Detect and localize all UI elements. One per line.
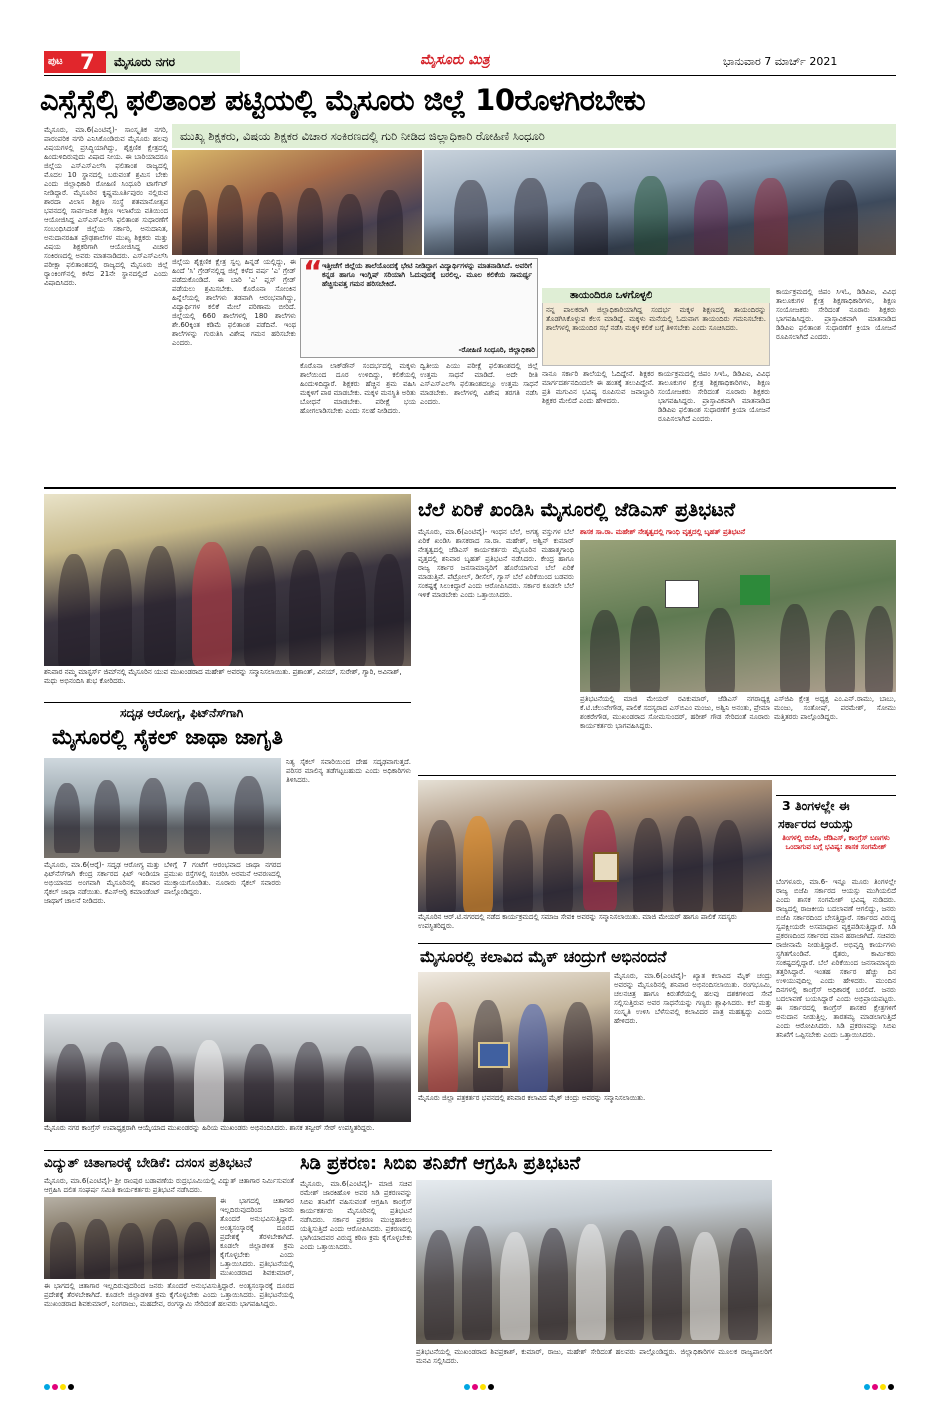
mothers-box-title: ತಾಯಂದಿರೂ ಒಳಗೊಳ್ಳಲಿ [570,290,653,301]
cycle-top-rule [44,702,411,703]
lead-column-7: ಕಾರ್ಯಕ್ರಮದಲ್ಲಿ ಜಿಪಂ ಸಿಇಓ, ಡಿಡಿಪಿಐ, ವಿವಿಧ ತಾಲೂಕುಗಳ ಕ್ಷೇತ್ರ ಶಿಕ್ಷಣಾಧಿಕಾರಿಗಳು, ಶಿಕ್ಷಣ ಸಂಯೋಜಕರು ಸೇರಿದಂತೆ ನೂರಾರು ಶಿಕ್ಷಕರು ಭಾಗವಹಿಸಿದ್ದರು. ಪ್ರಾಸ್ತಾವಿಕವಾಗಿ ಮಾತನಾಡಿದ ಡಿಡಿಪಿಐ ಫಲಿತಾಂಶ ಸುಧಾರಣೆಗೆ ಕ್ರಿಯಾ ಯೋಜನೆ ರೂಪಿಸಲಾಗಿದೆ ಎಂದರು. [776,288,896,341]
jds-text-1: ಮೈಸೂರು, ಮಾ.6(ಎಂಟಿವೈ)- ಇಂಧನ ಬೆಲೆ, ಅಗತ್ಯ ವಸ್ತುಗಳ ಬೆಲೆ ಏರಿಕೆ ಖಂಡಿಸಿ ಶಾಸಕರಾದ ಸಾ.ರಾ. ಮಹೇಶ್, ಅಶ್ವಿನ್ ಕುಮಾರ್ ನೇತೃತ್ವದಲ್ಲಿ ಜೆಡಿಎಸ್ ಕಾರ್ಯಕರ್ತರು ಮೈಸೂರಿನ ಮಹಾತ್ಮಗಾಂಧಿ ವೃತ್ತದಲ್ಲಿ ಶನಿವಾರ ಬೃಹತ್ ಪ್ರತಿಭಟನೆ ನಡೆಸಿದರು. ಕೇಂದ್ರ ಹಾಗೂ ರಾಜ್ಯ ಸರ್ಕಾರ ಜನಸಾಮಾನ್ಯರಿಗೆ ಹೊರೆಯಾಗುವ ಬೆಲೆ ಏರಿಕೆ ಮಾಡುತ್ತಿವೆ. ಪೆಟ್ರೋಲ್, ಡೀಸೆಲ್, ಗ್ಯಾಸ್ ಬೆಲೆ ಏರಿಕೆಯಿಂದ ಬಡವರು ಸಂಕಷ್ಟಕ್ಕೆ ಸಿಲುಕಿದ್ದಾರೆ ಎಂದು ಆರೋಪಿಸಿದರು. ಸರ್ಕಾರ ಕೂಡಲೇ ಬೆಲೆ ಇಳಿಕೆ ಮಾಡಬೇಕು ಎಂದು ಒತ್ತಾಯಿಸಿದರು. [418,528,574,599]
page-label: ಪುಟ [48,56,63,67]
section-name: ಮೈಸೂರು ನಗರ [114,55,176,69]
registration-marks [44,1382,896,1392]
cycle-photo [44,758,281,858]
artist-photo-caption: ಮೈಸೂರು ಜಿಲ್ಲಾ ಪತ್ರಕರ್ತರ ಭವನದಲ್ಲಿ ಶನಿವಾರ ಕಲಾವಿದ ಮೈಕ್ ಚಂದ್ರು ಅವರನ್ನು ಸನ್ಮಾನಿಸಲಾಯಿತು. [418,1094,646,1102]
quote-text: ಇತ್ತೀಚೆಗೆ ಜಿಲ್ಲೆಯ ಶಾಲೆಯೊಂದಕ್ಕೆ ಭೇಟಿ ನೀಡಿದ್ದಾಗ ವಿದ್ಯಾರ್ಥಿಗಳನ್ನು ಮಾತನಾಡಿಸಿದೆ. ಅವರಿಗೆ ಕನ್ನಡ ಹಾಗೂ ಇಂಗ್ಲಿಷ್ ಸರಿಯಾಗಿ ಓದುವುದಕ್ಕೆ ಬರಲಿಲ್ಲ. ಮೂಲ ಕಲಿಕೆಯ ಸಾಮರ್ಥ್ಯ ಹೆಚ್ಚಿಸುವತ್ತ ಗಮನ ಹರಿಸಬೇಕಿದೆ. [322,262,532,288]
lead-bottom-rule [44,487,896,489]
lead-photo-audience [172,150,422,255]
lead-column-6: ಕಾರ್ಯಕ್ರಮದಲ್ಲಿ ಜಿಪಂ ಸಿಇಓ, ಡಿಡಿಪಿಐ, ವಿವಿಧ ತಾಲೂಕುಗಳ ಕ್ಷೇತ್ರ ಶಿಕ್ಷಣಾಧಿಕಾರಿಗಳು, ಶಿಕ್ಷಣ ಸಂಯೋಜಕರು ಸೇರಿದಂತೆ ನೂರಾರು ಶಿಕ್ಷಕರು ಭಾಗವಹಿಸಿದ್ದರು. ಪ್ರಾಸ್ತಾವಿಕವಾಗಿ ಮಾತನಾಡಿದ ಡಿಡಿಪಿಐ ಫಲಿತಾಂಶ ಸುಧಾರಣೆಗೆ ಕ್ರಿಯಾ ಯೋಜನೆ ರೂಪಿಸಲಾಗಿದೆ ಎಂದರು. [658,370,770,423]
lead-photo-stage [424,150,896,255]
lead-column-5: ನಾನೂ ಸರ್ಕಾರಿ ಶಾಲೆಯಲ್ಲಿ ಓದಿದ್ದೇನೆ. ಶಿಕ್ಷಕರ ಮಾರ್ಗದರ್ಶನದಿಂದಲೇ ಈ ಹಂತಕ್ಕೆ ತಲುಪಿದ್ದೇನೆ. ಪ್ರತಿ ಮಗುವಿನ ಭವಿಷ್ಯ ರೂಪಿಸುವ ಜವಾಬ್ದಾರಿ ಶಿಕ್ಷಕರ ಮೇಲಿದೆ ಎಂದು ಹೇಳಿದರು. [542,370,654,405]
jds-photo [580,540,896,692]
cd-text: ಮೈಸೂರು, ಮಾ.6(ಎಂಟಿವೈ)- ಮಾಜಿ ಸಚಿವ ರಮೇಶ್ ಜಾರಕಿಹೊಳಿ ಅವರ ಸಿಡಿ ಪ್ರಕರಣವನ್ನು ಸಿಬಿಐ ತನಿಖೆಗೆ ವಹಿಸುವಂತೆ ಆಗ್ರಹಿಸಿ ಕಾಂಗ್ರೆಸ್ ಕಾರ್ಯಕರ್ತರು ಮೈಸೂರಿನಲ್ಲಿ ಪ್ರತಿಭಟನೆ ನಡೆಸಿದರು. ಸರ್ಕಾರ ಪ್ರಕರಣ ಮುಚ್ಚಿಹಾಕಲು ಯತ್ನಿಸುತ್ತಿದೆ ಎಂದು ಆರೋಪಿಸಿದರು. ಪ್ರಕರಣದಲ್ಲಿ ಭಾಗಿಯಾದವರ ವಿರುದ್ಧ ಕಠಿಣ ಕ್ರಮ ಕೈಗೊಳ್ಳಬೇಕು ಎಂದು ಒತ್ತಾಯಿಸಿದರು. [300,1180,412,1251]
side-headline-1: 3 ತಿಂಗಳಲ್ಲೇ ಈ [782,798,850,813]
felicitation-caption: ಮೈಸೂರಿನ ಆರ್.ಟಿ.ನಗರದಲ್ಲಿ ನಡೆದ ಕಾರ್ಯಕ್ರಮದಲ್ಲಿ ಸಮಾಜ ಸೇವಕಿ ಅವರನ್ನು ಸನ್ಮಾನಿಸಲಾಯಿತು. ಮಾಜಿ ಮೇಯರ್ ಹಾಗೂ ಪಾಲಿಕೆ ಸದಸ್ಯರು ಉಪಸ್ಥಿತರಿದ್ದರು. [418,913,737,930]
jds-text-2: ಪ್ರತಿಭಟನೆಯಲ್ಲಿ ಮಾಜಿ ಮೇಯರ್ ರವಿಕುಮಾರ್, ಜೆಡಿಎಸ್ ನಗರಾಧ್ಯಕ್ಷ ಕೆ.ಟಿ.ಚೆಲುವೇಗೌಡ, ಪಾಲಿಕೆ ಸದಸ್ಯರಾದ ಎಸ್‍ಬಿಎಂ ಮಂಜು, ಅಶ್ವಿನಿ ಅನಂತು, ಪ್ರೇಮಾ ಶಂಕರೇಗೌಡ, ಮುಖಂಡರಾದ ಸೋಮಸುಂದರ್, ಹರೀಶ್ ಗೌಡ ಸೇರಿದಂತೆ ನೂರಾರು ಕಾರ್ಯಕರ್ತರು ಭಾಗವಹಿಸಿದ್ದರು. [580,695,770,730]
cd-text-2: ಪ್ರತಿಭಟನೆಯಲ್ಲಿ ಮುಖಂಡರಾದ ಶಿವಪ್ರಕಾಶ್, ಕುಮಾರ್, ರಾಜು, ಮಹೇಶ್ ಸೇರಿದಂತೆ ಹಲವರು ಪಾಲ್ಗೊಂಡಿದ್ದರು. ಜಿಲ್ಲಾಧಿಕಾರಿಗಳ ಮೂಲಕ ರಾಜ್ಯಪಾಲರಿಗೆ ಮನವಿ ಸಲ್ಲಿಸಿದರು. [416,1348,772,1365]
jds-headline: ಬೆಲೆ ಏರಿಕೆ ಖಂಡಿಸಿ ಮೈಸೂರಲ್ಲಿ ಜೆಡಿಎಸ್ ಪ್ರತಿಭಟನೆ [418,499,735,521]
side-text: ಬೆಂಗಳೂರು, ಮಾ.6- ಇನ್ನೂ ಮೂರು ತಿಂಗಳಲ್ಲೇ ರಾಜ್ಯ ಬಿಜೆಪಿ ಸರ್ಕಾರದ ಆಯಸ್ಸು ಮುಗಿಯಲಿದೆ ಎಂದು ಶಾಸಕ ಸಂಗಮೇಶ್ ಭವಿಷ್ಯ ನುಡಿದರು. ರಾಜ್ಯದಲ್ಲಿ ರಾಜಕೀಯ ಬದಲಾವಣೆ ಆಗಲಿದ್ದು, ಜನರು ಬಿಜೆಪಿ ಸರ್ಕಾರದಿಂದ ಬೇಸತ್ತಿದ್ದಾರೆ. ಸರ್ಕಾರದ ವಿರುದ್ಧ ಸ್ವಪಕ್ಷೀಯರೇ ಅಸಮಾಧಾನ ವ್ಯಕ್ತಪಡಿಸುತ್ತಿದ್ದಾರೆ. ಸಿಡಿ ಪ್ರಕರಣದಿಂದ ಸರ್ಕಾರದ ಮಾನ ಹರಾಜಾಗಿದೆ. ಸಚಿವರು ರಾಜೀನಾಮೆ ನೀಡುತ್ತಿದ್ದಾರೆ. ಅಭಿವೃದ್ಧಿ ಕಾರ್ಯಗಳು ಸ್ಥಗಿತಗೊಂಡಿವೆ. ರೈತರು, ಕಾರ್ಮಿಕರು ಸಂಕಷ್ಟದಲ್ಲಿದ್ದಾರೆ. ಬೆಲೆ ಏರಿಕೆಯಿಂದ ಜನಸಾಮಾನ್ಯರು ತತ್ತರಿಸಿದ್ದಾರೆ. ಇಂತಹ ಸರ್ಕಾರ ಹೆಚ್ಚು ದಿನ ಉಳಿಯುವುದಿಲ್ಲ ಎಂದು ಹೇಳಿದರು. ಮುಂದಿನ ದಿನಗಳಲ್ಲಿ ಕಾಂಗ್ರೆಸ್ ಅಧಿಕಾರಕ್ಕೆ ಬರಲಿದೆ. ಜನರು ಬದಲಾವಣೆ ಬಯಸಿದ್ದಾರೆ ಎಂದು ಅಭಿಪ್ರಾಯಪಟ್ಟರು. ಈ ಸರ್ಕಾರದಲ್ಲಿ ಕಾಂಗ್ರೆಸ್ ಶಾಸಕರ ಕ್ಷೇತ್ರಗಳಿಗೆ ಅನುದಾನ ನೀಡುತ್ತಿಲ್ಲ. ತಾರತಮ್ಯ ಮಾಡಲಾಗುತ್ತಿದೆ ಎಂದು ಆರೋಪಿಸಿದರು. ಸಿಡಿ ಪ್ರಕರಣವನ್ನು ಸಿಬಿಐ ತನಿಖೆಗೆ ಒಪ್ಪಿಸಬೇಕು ಎಂದು ಒತ್ತಾಯಿಸಿದರು. [776,878,896,1039]
mothers-box-text: ನನ್ನ ಪಾಲಕರಾಗಿ ಜಿಲ್ಲಾಧಿಕಾರಿಯಾಗಿದ್ದ ಸಂದರ್ಭ ಮಕ್ಕಳ ಶಿಕ್ಷಣದಲ್ಲಿ ತಾಯಂದಿರನ್ನು ತೊಡಗಿಸಿಕೊಳ್ಳುವ ಕೆಲಸ ಮಾಡಿದ್ದೆ. ಮಕ್ಕಳು ಮನೆಯಲ್ಲಿ ಓದುವಾಗ ತಾಯಂದಿರು ಗಮನಿಸಬೇಕು. ಶಾಲೆಗಳಲ್ಲಿ ತಾಯಂದಿರ ಸಭೆ ನಡೆಸಿ ಮಕ್ಕಳ ಕಲಿಕೆ ಬಗ್ಗೆ ತಿಳಿಸಬೇಕು ಎಂದು ಸೂಚಿಸಿದರು. [546,306,766,332]
quote-attribution: -ರೋಹಿಣಿ ಸಿಂಧೂರಿ, ಜಿಲ್ಲಾಧಿಕಾರಿ [458,346,535,354]
congress-caption: ಮೈಸೂರು ನಗರ ಕಾಂಗ್ರೆಸ್ ಉಪಾಧ್ಯಕ್ಷರಾಗಿ ಆಯ್ಕೆಯಾದ ಮುಖಂಡರನ್ನು ಹಿರಿಯ ಮುಖಂಡರು ಅಭಿನಂದಿಸಿದರು. ಶಾಸಕ ತನ್ವೀರ್ ಸೇಠ್ ಉಪಸ್ಥಿತರಿದ್ದರು. [44,1124,375,1132]
artist-headline: ಮೈಸೂರಲ್ಲಿ ಕಲಾವಿದ ಮೈಕ್ ಚಂದ್ರುಗೆ ಅಭಿನಂದನೆ [420,948,667,966]
lead-column-2: ಜಿಲ್ಲೆಯ ಶೈಕ್ಷಣಿಕ ಕ್ಷೇತ್ರ ಸ್ವಲ್ಪ ಹಿನ್ನಡೆ ಯಲ್ಲಿದ್ದು, ಈ ಹಿಂದೆ 'ಸಿ' ಗ್ರೇಡ್‍ನಲ್ಲಿದ್ದ ಜಿಲ್ಲೆ ಕಳೆದ ವರ್ಷ 'ಎ' ಗ್ರೇಡ್ ಪಡೆದುಕೊಂಡಿದೆ. ಈ ಬಾರಿ 'ಎ' ಪ್ಲಸ್ ಗ್ರೇಡ್ ಪಡೆಯಲು ಶ್ರಮಿಸಬೇಕು. ಕೊರೊನಾ ಸೋಂಕಿನ ಹಿನ್ನೆಲೆಯಲ್ಲಿ ಶಾಲೆಗಳು ತಡವಾಗಿ ಆರಂಭವಾಗಿದ್ದು, ವಿದ್ಯಾರ್ಥಿಗಳ ಕಲಿಕೆ ಮೇಲೆ ಪರಿಣಾಮ ಬೀರಿದೆ. ಜಿಲ್ಲೆಯಲ್ಲಿ 660 ಶಾಲೆಗಳಲ್ಲಿ 180 ಶಾಲೆಗಳು ಶೇ.60ಕ್ಕಿಂತ ಕಡಿಮೆ ಫಲಿತಾಂಶ ಪಡೆದಿವೆ. ಇಂಥ ಶಾಲೆಗಳನ್ನು ಗುರುತಿಸಿ ವಿಶೇಷ ಗಮನ ಹರಿಸಬೇಕು ಎಂದರು. [172,258,296,347]
lead-column-1: ಮೈಸೂರು, ಮಾ.6(ಎಂಟಿವೈ)- ಸಾಂಸ್ಕೃತಿಕ ನಗರಿ, ಪಾರಂಪರಿಕ ನಗರಿ ಎನಿಸಿಕೊಂಡಿರುವ ಮೈಸೂರು ಹಲವು ವಿಷಯಗಳಲ್ಲಿ ಪ್ರಸಿದ್ಧಿಯಾಗಿದ್ದು, ಶೈಕ್ಷಣಿಕ ಕ್ಷೇತ್ರದಲ್ಲಿ ಹಿಂದುಳಿದಿರುವುದು ವಿಷಾದ ನೀಯ. ಈ ಬಾರಿಯಾದರೂ ಜಿಲ್ಲೆಯ ಎಸ್‍ಎಸ್‍ಎಲ್‍ಸಿ ಫಲಿತಾಂಶ ರಾಜ್ಯದಲ್ಲಿ ಮೊದಲ 10 ಸ್ಥಾನದಲ್ಲಿ ಬರುವಂತೆ ಶ್ರಮಿಸ ಬೇಕು ಎಂದು ಜಿಲ್ಲಾಧಿಕಾರಿ ರೋಹಿಣಿ ಸಿಂಧೂರಿ ಟಾರ್ಗೆಟ್ ನೀಡಿದ್ದಾರೆ. ಮೈಸೂರಿನ ಕೃಷ್ಣಮೂರ್ತಿಪುರಂ ನಲ್ಲಿರುವ ಶಾರದಾ ವಿಲಾಸ ಶಿಕ್ಷಣ ಸಂಸ್ಥೆ ಶತಮಾನೋತ್ಸವ ಭವನದಲ್ಲಿ ಸಾರ್ವಜನಿಕ ಶಿಕ್ಷಣ ಇಲಾಖೆಯ ವತಿಯಿಂದ ಆಯೋಜಿಸಿದ್ದ ಎಸ್‍ಎಸ್‍ಎಲ್‍ಸಿ ಫಲಿತಾಂಶ ಸುಧಾರಣೆಗೆ ಸಂಬಂಧಿಸಿದಂತೆ ಜಿಲ್ಲೆಯ ಸರ್ಕಾರಿ, ಅನುದಾನಿತ, ಅನುದಾನರಹಿತ ಪ್ರೌಢಶಾಲೆಗಳ ಮುಖ್ಯ ಶಿಕ್ಷಕರು ಮತ್ತು ವಿಷಯ ಶಿಕ್ಷಕರಿಗಾಗಿ ಆಯೋಜಿಸಿದ್ದ ವಿಚಾರ ಸಂಕಿರಣದಲ್ಲಿ ಅವರು ಮಾತನಾಡಿದರು. ಎಸ್‍ಎಸ್‍ಎಲ್‍ಸಿ ಪರೀಕ್ಷಾ ಫಲಿತಾಂಶದಲ್ಲಿ ರಾಜ್ಯದಲ್ಲಿ ಮೈಸೂರು ಜಿಲ್ಲೆ ರ‍್ಯಾಂಕಿಂಗ್‍ನಲ್ಲಿ ಕಳೆದ 21ನೇ ಸ್ಥಾನದಲ್ಲಿದೆ ಎಂದು ವಿಷಾದಿಸಿದರು. [44,126,168,287]
jds-photo-caption: ಶಾಸಕ ಸಾ.ರಾ. ಮಹೇಶ್ ನೇತೃತ್ವದಲ್ಲಿ ಗಾಂಧಿ ವೃತ್ತದಲ್ಲಿ ಬೃಹತ್ ಪ್ರತಿಭಟನೆ [580,528,746,536]
jds-bottom-rule [418,775,896,776]
lead-column-3: ಕೊರೊನಾ ಲಾಕ್‍ಡೌನ್ ಸಂದರ್ಭದಲ್ಲಿ ಮಕ್ಕಳು ಶಾಲೆಯಿಂದ ದೂರ ಉಳಿದಿದ್ದು, ಕಲಿಕೆಯಲ್ಲಿ ಹಿಂದುಳಿದಿದ್ದಾರೆ. ಶಿಕ್ಷಕರು ಹೆಚ್ಚಿನ ಶ್ರಮ ವಹಿಸಿ ಮಕ್ಕಳಿಗೆ ಪಾಠ ಮಾಡಬೇಕು. ಮಕ್ಕಳ ಮನಸ್ಥಿತಿ ಅರಿತು ಬೋಧನೆ ಮಾಡಬೇಕು. ಪರೀಕ್ಷೆ ಭಯ ಹೋಗಲಾಡಿಸಬೇಕು ಎಂದು ಸಲಹೆ ನೀಡಿದರು. [300,362,416,415]
issue-date: ಭಾನುವಾರ 7 ಮಾರ್ಚ್ 2021 [723,55,838,68]
congress-photo [44,1014,411,1122]
cycle-text-3: ನಿತ್ಯ ಸೈಕಲ್ ಸವಾರಿಯಿಂದ ದೇಹ ಸದೃಢವಾಗುತ್ತದೆ. ಪರಿಸರ ಮಾಲಿನ್ಯ ತಡೆಗಟ್ಟಬಹುದು ಎಂದು ಅಧಿಕಾರಿಗಳು ತಿಳಿಸಿದರು. [286,758,411,784]
side-top-rule [776,795,896,796]
cycle-headline: ಮೈಸೂರಲ್ಲಿ ಸೈಕಲ್ ಜಾಥಾ ಜಾಗೃತಿ [52,725,283,749]
quote-mark-icon: “ [303,258,323,288]
side-headline-2: ಸರ್ಕಾರದ ಆಯಸ್ಸು [778,816,854,831]
artist-top-rule [418,943,772,944]
artist-text: ಮೈಸೂರು, ಮಾ.6(ಎಂಟಿವೈ)- ಖ್ಯಾತ ಕಲಾವಿದ ಮೈಕ್ ಚಂದ್ರು ಅವರನ್ನು ಮೈಸೂರಿನಲ್ಲಿ ಶನಿವಾರ ಅಭಿನಂದಿಸಲಾಯಿತು. ರಂಗಭೂಮಿ, ಚಲನಚಿತ್ರ ಹಾಗೂ ಕಿರುತೆರೆಯಲ್ಲಿ ಹಲವು ದಶಕಗಳಿಂದ ಸೇವೆ ಸಲ್ಲಿಸುತ್ತಿರುವ ಅವರ ಸಾಧನೆಯನ್ನು ಗಣ್ಯರು ಶ್ಲಾಘಿಸಿದರು. ಕಲೆ ಮತ್ತು ಸಂಸ್ಕೃತಿ ಉಳಿಸಿ ಬೆಳೆಸುವಲ್ಲಿ ಕಲಾವಿದರ ಪಾತ್ರ ಮಹತ್ವದ್ದು ಎಂದು ಹೇಳಿದರು. [614,972,772,1025]
page-number: 7 [80,50,95,74]
gym-photo [44,494,411,666]
masthead-rule [44,75,896,76]
power-text-2a: ಈ ಭಾಗದಲ್ಲಿ ಚಿತಾಗಾರ ಇಲ್ಲದಿರುವುದರಿಂದ ಜನರು ತೊಂದರೆ ಅನುಭವಿಸುತ್ತಿದ್ದಾರೆ. ಅಂತ್ಯಸಂಸ್ಕಾರಕ್ಕೆ ದೂರದ ಪ್ರದೇಶಕ್ಕೆ ತೆರಳಬೇಕಾಗಿದೆ. ಕೂಡಲೇ ಜಿಲ್ಲಾಡಳಿತ ಕ್ರಮ ಕೈಗೊಳ್ಳಬೇಕು ಎಂದು ಒತ್ತಾಯಿಸಿದರು. ಪ್ರತಿಭಟನೆಯಲ್ಲಿ ಮುಖಂಡರಾದ ಶಿವಕುಮಾರ್, [220,1197,294,1277]
cd-headline: ಸಿಡಿ ಪ್ರಕರಣ: ಸಿಬಿಐ ತನಿಖೆಗೆ ಆಗ್ರಹಿಸಿ ಪ್ರತಿಭಟನೆ [300,1153,581,1174]
gym-caption: ಶನಿವಾರ ನಮ್ಮ ಮಾಸ್ಟರ್ಸ್ ಜಿಮ್‍ನಲ್ಲಿ ಮೈಸೂರಿನ ಯುವ ಮುಖಂಡರಾದ ಮಹೇಶ್ ಅವರನ್ನು ಸನ್ಮಾನಿಸಲಾಯಿತು. ಪ್ರಶಾಂತ್, ವಿನಯ್, ಸುರೇಶ್, ಗ್ಯಾರಿ, ಅವಿನಾಶ್, ಮಧು ಅಭಿನಂದಿಸಿ ಶುಭ ಕೋರಿದರು. [44,668,402,685]
cycle-text-2: ಬೆಳಿಗ್ಗೆ 7 ಗಂಟೆಗೆ ಆರಂಭವಾದ ಜಾಥಾ ನಗರದ ಪ್ರಮುಖ ರಸ್ತೆಗಳಲ್ಲಿ ಸಂಚರಿಸಿ ಅರಮನೆ ಆವರಣದಲ್ಲಿ ಮುಕ್ತಾಯಗೊಂಡಿತು. ನೂರಾರು ಸೈಕಲ್ ಸವಾರರು ಪಾಲ್ಗೊಂಡಿದ್ದರು. [164,861,281,896]
power-headline: ವಿದ್ಯುತ್ ಚಿತಾಗಾರಕ್ಕೆ ಬೇಡಿಕೆ: ದಸಂಸ ಪ್ರತಿಭಟನೆ [44,1155,252,1171]
paper-logo: ಮೈಸೂರು ಮಿತ್ರ [420,52,490,68]
cycle-kicker: ಸದೃಢ ಆರೋಗ್ಯ, ಫಿಟ್‍ನೆಸ್‍ಗಾಗಿ [120,706,244,720]
power-text-2: ಈ ಭಾಗದಲ್ಲಿ ಚಿತಾಗಾರ ಇಲ್ಲದಿರುವುದರಿಂದ ಜನರು ತೊಂದರೆ ಅನುಭವಿಸುತ್ತಿದ್ದಾರೆ. ಅಂತ್ಯಸಂಸ್ಕಾರಕ್ಕೆ ದೂರದ ಪ್ರದೇಶಕ್ಕೆ ತೆರಳಬೇಕಾಗಿದೆ. ಕೂಡಲೇ ಜಿಲ್ಲಾಡಳಿತ ಕ್ರಮ ಕೈಗೊಳ್ಳಬೇಕು ಎಂದು ಒತ್ತಾಯಿಸಿದರು. ಪ್ರತಿಭಟನೆಯಲ್ಲಿ ಮುಖಂಡರಾದ ಶಿವಕುಮಾರ್, ನಿಂಗರಾಜು, ಮಹದೇವ, ರಂಗಸ್ವಾಮಿ ಸೇರಿದಂತೆ ಹಲವರು ಭಾಗವಹಿಸಿದ್ದರು. [44,1282,294,1308]
artist-photo [418,972,610,1092]
lead-column-4: ದ್ವಿತೀಯ ಪಿಯು ಪರೀಕ್ಷೆ ಫಲಿತಾಂಶದಲ್ಲಿ ಜಿಲ್ಲೆ ಉತ್ತಮ ಸಾಧನೆ ಮಾಡಿದೆ. ಅದೇ ರೀತಿ ಎಸ್‍ಎಸ್‍ಎಲ್‍ಸಿ ಫಲಿತಾಂಶದಲ್ಲೂ ಉತ್ತಮ ಸಾಧನೆ ಮಾಡಬೇಕು. ಶಾಲೆಗಳಲ್ಲಿ ವಿಶೇಷ ತರಗತಿ ನಡೆಸಿ ಎಂದರು. [420,362,538,406]
side-subhead: ತಿಂಗಳಲ್ಲಿ ಬಿಜೆಪಿ, ಜೆಡಿಎಸ್, ಕಾಂಗ್ರೆಸ್ ಬಣಗಳು ಒಂದಾಗುವ ಬಗ್ಗೆ ಭವಿಷ್ಯ: ಶಾಸಕ ಸಂಗಮೇಶ್ [782,834,890,851]
jds-text-3: ಎಸ್‍ಜಿಪಿ ಕ್ಷೇತ್ರ ಅಧ್ಯಕ್ಷ ಎಂ.ಎನ್.ರಾಮು, ಬಾಬು, ಮಂಜು, ಸಂತೋಷ್, ಪರಮೇಶ್, ಸೋಮು ಮತ್ತಿತರರು ಪಾಲ್ಗೊಂಡಿದ್ದರು. [774,695,896,721]
lead-headline: ಎಸ್ಸೆಸ್ಸೆಲ್ಸಿ ಫಲಿತಾಂಶ ಪಟ್ಟಿಯಲ್ಲಿ ಮೈಸೂರು ಜಿಲ್ಲೆ 10ರೊಳಗಿರಬೇಕು [40,83,646,117]
cycle-text-1: ಮೈಸೂರು, ಮಾ.6(ಆರ್‍ಕೆ)- ಸದೃಢ ಆರೋಗ್ಯ ಮತ್ತು ಫಿಟ್‍ನೆಸ್‍ಗಾಗಿ ಕೇಂದ್ರ ಸರ್ಕಾರದ ಫಿಟ್ ಇಂಡಿಯಾ ಅಭಿಯಾನದ ಅಂಗವಾಗಿ ಮೈಸೂರಿನಲ್ಲಿ ಶನಿವಾರ ಸೈಕಲ್ ಜಾಥಾ ನಡೆಯಿತು. ಕೆಎಸ್‍ಆರ್‍ಪಿ ಕಮಾಂಡೆಂಟ್ ಜಾಥಾಗೆ ಚಾಲನೆ ನೀಡಿದರು. [44,861,160,905]
lead-subhead: ಮುಖ್ಯ ಶಿಕ್ಷಕರು, ವಿಷಯ ಶಿಕ್ಷಕರ ವಿಚಾರ ಸಂಕಿರಣದಲ್ಲಿ ಗುರಿ ನೀಡಿದ ಜಿಲ್ಲಾಧಿಕಾರಿ ರೋಹಿಣಿ ಸಿಂಧೂರಿ [180,129,545,143]
felicitation-photo [418,780,772,912]
power-photo [44,1197,216,1279]
cd-photo [416,1180,772,1344]
power-text-1: ಮೈಸೂರು, ಮಾ.6(ಎಂಟಿವೈ)- ಶ್ರೀ ರಾಂಪುರ ಬಡಾವಣೆಯ ರುದ್ರಭೂಮಿಯಲ್ಲಿ ವಿದ್ಯುತ್ ಚಿತಾಗಾರ ನಿರ್ಮಿಸುವಂತೆ ಆಗ್ರಹಿಸಿ ದಲಿತ ಸಂಘರ್ಷ ಸಮಿತಿ ಕಾರ್ಯಕರ್ತರು ಪ್ರತಿಭಟನೆ ನಡೆಸಿದರು. [44,1177,294,1194]
